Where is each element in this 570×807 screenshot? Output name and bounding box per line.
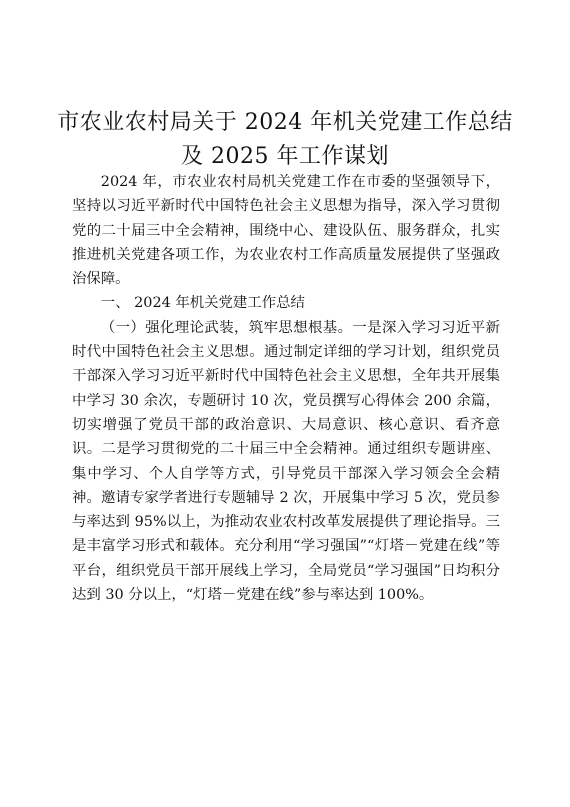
- section-heading: 一、 2024 年机关党建工作总结: [100, 295, 305, 312]
- document-body: [72, 170, 500, 607]
- body-paragraph: （一）强化理论武装，筑牢思想根基。一是深入学习习近平新时代中国特色社会主义思想。通过制定详细的学习计划，组织党员干部深入学习习近平新时代中国特色社会主义思想，全年共开展集中学习 30 余次，专题研讨 10 次，党员撰写心得体会 200 余篇，切实增强了党员干部的政治意识、大局意识、核心意识、看齐意识。二是学习贯彻党的二十届三中全会精神。通过组织专题讲座、集中学习、个人自学等方式，引导党员干部深入学习领会全会精神。邀请专家学者进行专题辅导 2 次，开展集中学习 5 次，党员参与率达到 95%以上，为推动农业农村改革发展提供了理论指导。三是丰富学习形式和载体。充分利用“学习强国”“灯塔－党建在线”等平台，组织党员干部开展线上学习，全局党员“学习强国”日均积分达到 30 分以上，“灯塔－党建在线”参与率达到 100%。: [72, 319, 500, 604]
- document-title-line-1: 市农业农村局关于 2024 年机关党建工作总结: [57, 110, 513, 135]
- intro-paragraph: 2024 年，市农业农村局机关党建工作在市委的坚强领导下，坚持以习近平新时代中国特色社会主义思想为指导，深入学习贯彻党的二十届三中全会精神，围绕中心、建设队伍、服务群众，扎实推进机关党建各项工作，为农业农村工作高质量发展提供了坚强政治保障。: [72, 174, 500, 288]
- document-title-line-2: 及 2025 年工作谋划: [181, 144, 389, 169]
